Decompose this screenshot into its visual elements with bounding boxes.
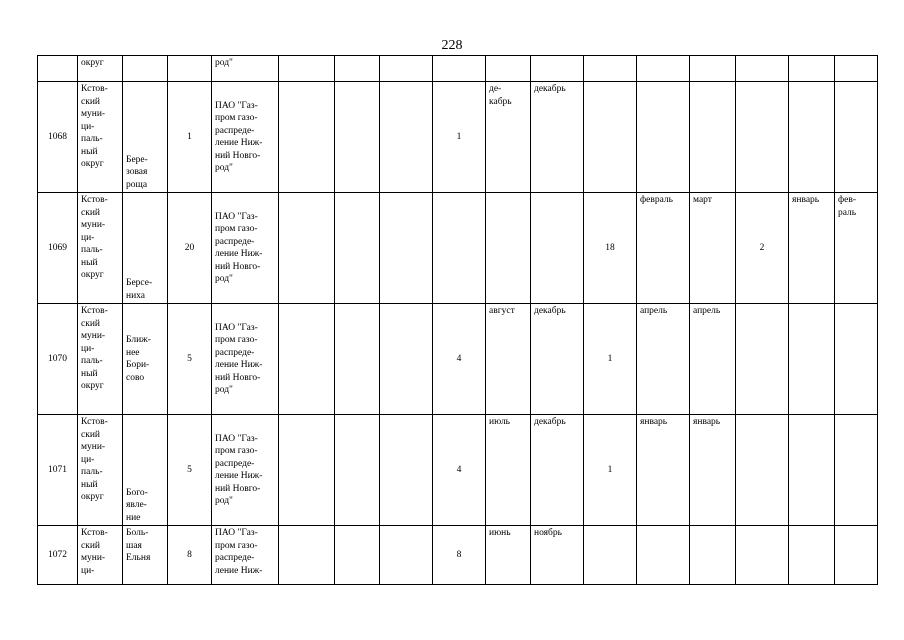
cell-c6	[279, 82, 335, 193]
cell-c16	[789, 82, 835, 193]
cell-c10: август	[486, 304, 531, 415]
cell-count: 5	[168, 415, 212, 526]
cell-c12: 1	[584, 415, 637, 526]
cell-count	[168, 56, 212, 82]
cell-c8	[380, 56, 433, 82]
cell-c6	[279, 56, 335, 82]
cell-c13	[637, 526, 690, 585]
cell-c12: 1	[584, 304, 637, 415]
cell-c11: декабрь	[531, 82, 584, 193]
table-row	[38, 56, 878, 82]
cell-c16	[789, 304, 835, 415]
cell-c14: январь	[690, 415, 736, 526]
cell-c9: 4	[433, 415, 486, 526]
cell-c7	[335, 193, 380, 304]
cell-count: 8	[168, 526, 212, 585]
cell-c8	[380, 304, 433, 415]
table-row	[38, 415, 878, 526]
cell-count: 5	[168, 304, 212, 415]
cell-c8	[380, 415, 433, 526]
cell-c10: июль	[486, 415, 531, 526]
cell-c16	[789, 526, 835, 585]
cell-c14: апрель	[690, 304, 736, 415]
table-row	[38, 526, 878, 585]
cell-num	[38, 56, 78, 82]
cell-c10: июнь	[486, 526, 531, 585]
cell-c15	[736, 304, 789, 415]
table-row	[38, 193, 878, 304]
cell-c9	[433, 56, 486, 82]
cell-c7	[335, 304, 380, 415]
cell-settlement: Боль- шая Ельня	[123, 526, 168, 585]
cell-district: Кстов- ский муни- ци- паль- ный округ	[78, 415, 123, 526]
cell-c14	[690, 526, 736, 585]
cell-c6	[279, 193, 335, 304]
cell-c8	[380, 193, 433, 304]
cell-c11	[531, 56, 584, 82]
page-number: 228	[441, 38, 463, 53]
cell-org: ПАО "Газ- пром газо- распреде- ление Ниж- ний Новго- род"	[212, 82, 279, 193]
cell-c12	[584, 82, 637, 193]
cell-district: Кстов- ский муни- ци- паль- ный округ	[78, 82, 123, 193]
cell-c12	[584, 526, 637, 585]
cell-c13: апрель	[637, 304, 690, 415]
cell-c17: фев- раль	[835, 193, 878, 304]
cell-c9	[433, 193, 486, 304]
cell-c6	[279, 415, 335, 526]
cell-c15	[736, 56, 789, 82]
cell-settlement: Берсе- ниха	[123, 193, 168, 304]
cell-count: 20	[168, 193, 212, 304]
cell-c14	[690, 56, 736, 82]
table-row	[38, 304, 878, 415]
cell-num: 1072	[38, 526, 78, 585]
cell-district: округ	[78, 56, 123, 82]
cell-c7	[335, 415, 380, 526]
cell-c14: март	[690, 193, 736, 304]
cell-c13: январь	[637, 415, 690, 526]
cell-c15	[736, 526, 789, 585]
data-table	[37, 55, 878, 585]
cell-c16: январь	[789, 193, 835, 304]
cell-c8	[380, 82, 433, 193]
cell-c10	[486, 56, 531, 82]
cell-c9: 8	[433, 526, 486, 585]
cell-org: род"	[212, 56, 279, 82]
cell-c9: 4	[433, 304, 486, 415]
cell-num: 1069	[38, 193, 78, 304]
cell-c7	[335, 526, 380, 585]
cell-c17	[835, 56, 878, 82]
cell-c12	[584, 56, 637, 82]
cell-num: 1070	[38, 304, 78, 415]
cell-c13: февраль	[637, 193, 690, 304]
cell-c10: де- кабрь	[486, 82, 531, 193]
cell-c11	[531, 193, 584, 304]
cell-c8	[380, 526, 433, 585]
cell-c12: 18	[584, 193, 637, 304]
cell-settlement: Ближ- нее Бори- сово	[123, 304, 168, 415]
cell-c14	[690, 82, 736, 193]
cell-org: ПАО "Газ- пром газо- распреде- ление Ниж-	[212, 526, 279, 585]
cell-num: 1068	[38, 82, 78, 193]
cell-c17	[835, 82, 878, 193]
cell-c17	[835, 526, 878, 585]
cell-org: ПАО "Газ- пром газо- распреде- ление Ниж- ний Новго- род"	[212, 193, 279, 304]
cell-settlement	[123, 56, 168, 82]
cell-district: Кстов- ский муни- ци- паль- ный округ	[78, 304, 123, 415]
cell-num: 1071	[38, 415, 78, 526]
cell-org: ПАО "Газ- пром газо- распреде- ление Ниж- ний Новго- род"	[212, 304, 279, 415]
cell-c6	[279, 304, 335, 415]
cell-settlement: Бере- зовая роща	[123, 82, 168, 193]
cell-district: Кстов- ский муни- ци-	[78, 526, 123, 585]
cell-c17	[835, 415, 878, 526]
cell-district: Кстов- ский муни- ци- паль- ный округ	[78, 193, 123, 304]
cell-c9: 1	[433, 82, 486, 193]
cell-org: ПАО "Газ- пром газо- распреде- ление Ниж- ний Новго- род"	[212, 415, 279, 526]
cell-c7	[335, 82, 380, 193]
cell-c11: декабрь	[531, 304, 584, 415]
cell-c6	[279, 526, 335, 585]
cell-c17	[835, 304, 878, 415]
cell-c16	[789, 415, 835, 526]
cell-c13	[637, 82, 690, 193]
cell-c15	[736, 82, 789, 193]
cell-c15	[736, 415, 789, 526]
cell-c10	[486, 193, 531, 304]
cell-settlement: Бого- явле- ние	[123, 415, 168, 526]
cell-c16	[789, 56, 835, 82]
cell-c11: ноябрь	[531, 526, 584, 585]
cell-count: 1	[168, 82, 212, 193]
cell-c7	[335, 56, 380, 82]
cell-c13	[637, 56, 690, 82]
cell-c15: 2	[736, 193, 789, 304]
table-row	[38, 82, 878, 193]
cell-c11: декабрь	[531, 415, 584, 526]
